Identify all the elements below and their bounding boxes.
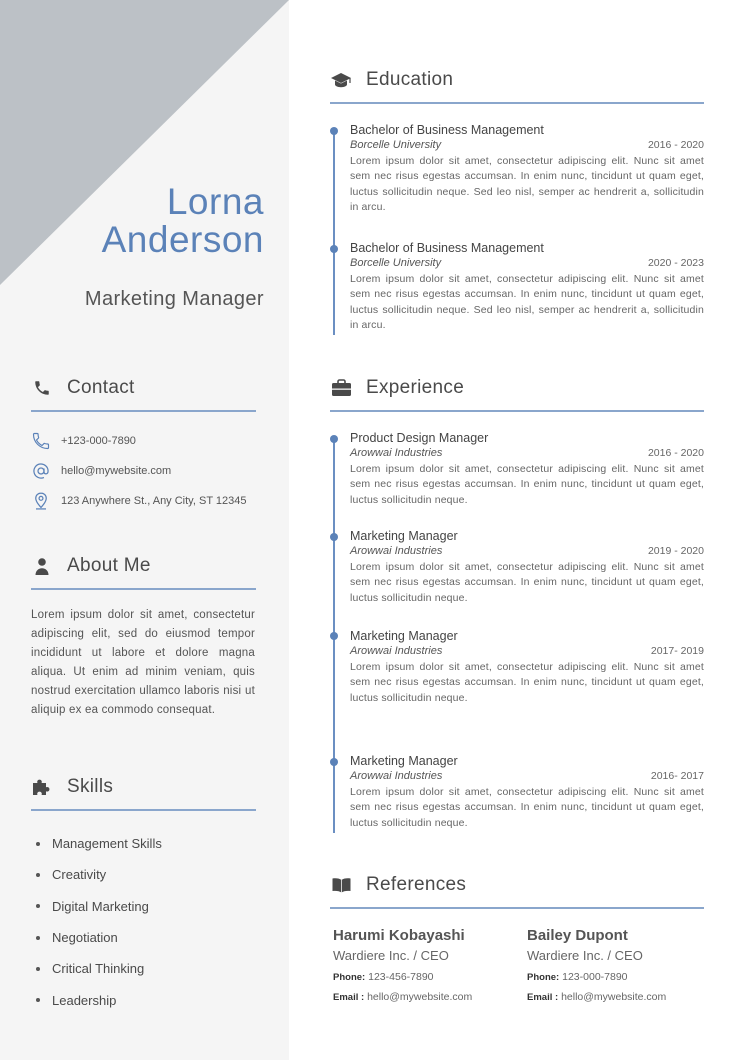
entry-org: Arowwai Industries: [350, 645, 443, 657]
reference-name: Bailey Dupont: [527, 927, 628, 944]
timeline-dot: [330, 127, 338, 135]
skills-heading-label: Skills: [67, 776, 114, 797]
experience-entry: [350, 754, 704, 831]
entry-title: Bachelor of Business Management: [350, 123, 544, 137]
reference-phone: Phone: 123-000-7890: [527, 971, 628, 983]
entry-description: Lorem ipsum dolor sit amet, consectetur adipiscing elit. Nunc sit amet sem nec risus egestas accumsan. In enim nunc, tincidunt ut quam eget, luctus sollicitudin neque.: [350, 561, 704, 604]
entry-date: 2016 - 2020: [647, 139, 704, 151]
entry-title: Marketing Manager: [350, 629, 458, 643]
contact-phone-text: +123-000-7890: [61, 435, 136, 447]
reference-email: Email : hello@mywebsite.com: [333, 991, 473, 1003]
at-sign-icon: [31, 461, 51, 481]
skills-list: [36, 828, 162, 1016]
entry-date: 2017- 2019: [650, 645, 704, 657]
job-title: Marketing Manager: [84, 288, 264, 310]
reference-company: Wardiere Inc. / CEO: [527, 948, 643, 963]
entry-org: Arowwai Industries: [350, 770, 443, 782]
experience-entry: [350, 529, 704, 606]
reference-card: [333, 927, 472, 1003]
reference-company: Wardiere Inc. / CEO: [333, 948, 449, 963]
reference-phone: Phone: 123-456-7890: [333, 971, 434, 983]
puzzle-icon: [31, 776, 53, 798]
book-icon: [330, 874, 352, 896]
entry-date: 2020 - 2023: [647, 257, 704, 269]
entry-title: Marketing Manager: [350, 754, 458, 768]
person-icon: [31, 555, 53, 577]
contact-email: [31, 461, 171, 481]
education-timeline: [333, 131, 335, 335]
education-divider: [330, 102, 704, 104]
last-name: Anderson: [101, 219, 264, 260]
entry-org: Arowwai Industries: [350, 447, 443, 459]
experience-heading: [330, 377, 464, 399]
skill-item: Management Skills: [36, 828, 162, 859]
experience-entry: [350, 629, 704, 706]
skill-item: Negotiation: [36, 922, 162, 953]
contact-divider: [31, 410, 256, 412]
education-entry: [350, 123, 704, 215]
skill-item: Creativity: [36, 859, 162, 890]
contact-heading: [31, 377, 135, 399]
reference-email: Email : hello@mywebsite.com: [527, 991, 667, 1003]
education-heading: [330, 69, 453, 91]
briefcase-icon: [330, 377, 352, 399]
entry-description: Lorem ipsum dolor sit amet, consectetur adipiscing elit. Nunc sit amet sem nec risus egestas accumsan. In enim nunc, tincidunt ut quam eget, luctus sollicitudin neque.: [350, 661, 704, 704]
skills-divider: [31, 809, 256, 811]
entry-date: 2019 - 2020: [647, 545, 704, 557]
entry-date: 2016 - 2020: [647, 447, 704, 459]
about-heading: [31, 555, 151, 577]
entry-description: Lorem ipsum dolor sit amet, consectetur adipiscing elit. Nunc sit amet sem nec risus egestas accumsan. In enim nunc, tincidunt ut quam eget, luctus sollicitudin neque.: [350, 786, 704, 829]
skills-heading: [31, 776, 113, 798]
experience-heading-label: Experience: [366, 377, 465, 398]
entry-date: 2016- 2017: [650, 770, 704, 782]
education-heading-label: Education: [366, 69, 454, 90]
contact-heading-label: Contact: [67, 377, 135, 398]
entry-title: Product Design Manager: [350, 431, 489, 445]
entry-org: Borcelle University: [350, 257, 442, 269]
candidate-name: [102, 183, 264, 259]
entry-org: Arowwai Industries: [350, 545, 443, 557]
entry-title: Bachelor of Business Management: [350, 241, 544, 255]
reference-card: [527, 927, 666, 1003]
graduation-cap-icon: [330, 69, 352, 91]
phone-outline-icon: [31, 431, 51, 451]
entry-description: Lorem ipsum dolor sit amet, consectetur adipiscing elit. Nunc sit amet sem nec risus egestas accumsan. In enim nunc, tincidunt ut quam eget, luctus sollicitudin neque. Sed leo nisl, semper ac hendrerit a, sollicitudin in arcu.: [350, 155, 704, 213]
entry-title: Marketing Manager: [350, 529, 458, 543]
skill-item: Leadership: [36, 984, 162, 1015]
timeline-dot: [330, 245, 338, 253]
skill-item: Critical Thinking: [36, 953, 162, 984]
reference-name: Harumi Kobayashi: [333, 927, 465, 944]
contact-address: [31, 491, 246, 511]
contact-phone: [31, 431, 136, 451]
references-heading: [330, 874, 466, 896]
contact-address-text: 123 Anywhere St., Any City, ST 12345: [61, 495, 247, 507]
timeline-dot: [330, 758, 338, 766]
entry-description: Lorem ipsum dolor sit amet, consectetur adipiscing elit. Nunc sit amet sem nec risus egestas accumsan. In enim nunc, tincidunt ut quam eget, luctus sollicitudin neque.: [350, 463, 704, 506]
about-divider: [31, 588, 256, 590]
skill-item: Digital Marketing: [36, 891, 162, 922]
references-divider: [330, 907, 704, 909]
experience-entry: [350, 431, 704, 508]
phone-icon: [31, 377, 53, 399]
experience-divider: [330, 410, 704, 412]
first-name: Lorna: [166, 181, 264, 222]
location-pin-icon: [31, 491, 51, 511]
timeline-dot: [330, 533, 338, 541]
entry-org: Borcelle University: [350, 139, 442, 151]
references-heading-label: References: [366, 874, 467, 895]
about-heading-label: About Me: [67, 555, 151, 576]
timeline-dot: [330, 435, 338, 443]
education-entry: [350, 241, 704, 333]
entry-description: Lorem ipsum dolor sit amet, consectetur adipiscing elit. Nunc sit amet sem nec risus egestas accumsan. In enim nunc, tincidunt ut quam eget, luctus sollicitudin neque. Sed leo nisl, semper ac hendrerit a, sollicitudin in arcu.: [350, 273, 704, 331]
timeline-dot: [330, 632, 338, 640]
about-text: Lorem ipsum dolor sit amet, consectetur adipiscing elit, sed do eiusmod tempor incididunt ut labore et dolore magna aliqua. Ut enim ad minim veniam, quis nostrud exercitation ullamco laboris nisi ut aliquip ex ea commodo consequat.: [31, 609, 255, 716]
contact-email-text[interactable]: hello@mywebsite.com: [61, 465, 172, 477]
